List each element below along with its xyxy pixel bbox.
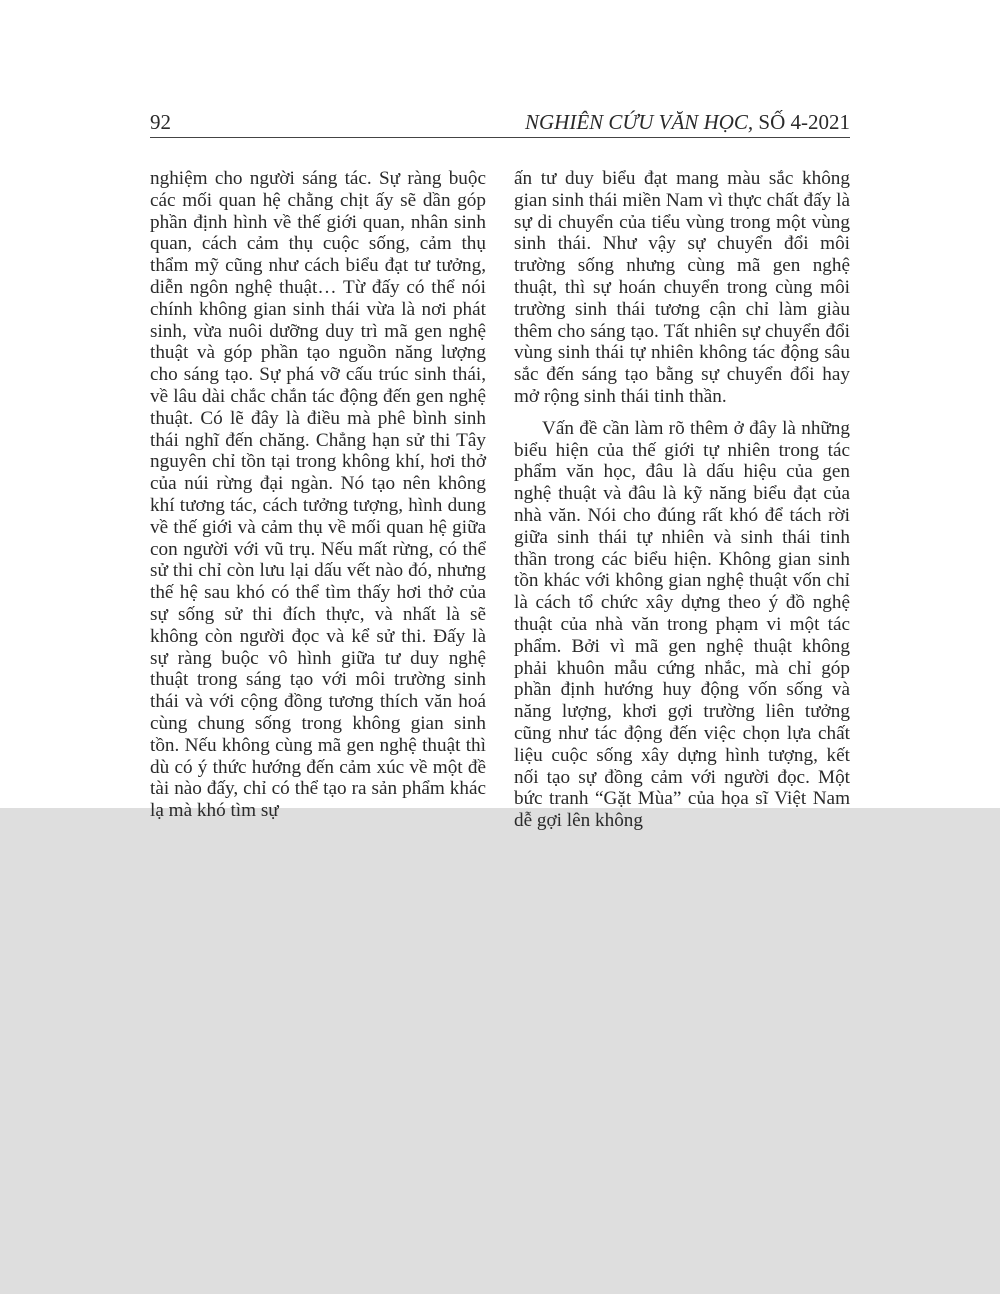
left-column-paragraph: nghiệm cho người sáng tác. Sự ràng buộc các mối quan hệ chằng chịt ấy sẽ dần góp phần định hình về thế giới quan, nhân sinh quan, cách cảm thụ cuộc sống, cảm thụ thẩm mỹ cũng như cách biểu đạt tư tưởng, diễn ngôn nghệ thuật… Từ đấy có thể nói chính không gian sinh thái vừa là nơi phát sinh, vừa nuôi dưỡng duy trì mã gen nghệ thuật và góp phần tạo nguồn năng lượng cho sáng tạo. Sự phá vỡ cấu trúc sinh thái, về lâu dài chắc chắn tác động đến gen nghệ thuật. Có lẽ đây là điều mà phê bình sinh thái nghĩ đến chăng. Chẳng hạn sử thi Tây nguyên chỉ tồn tại trong không khí, hơi thở của núi rừng đại ngàn. Nó tạo nên không khí tương tác, cách tưởng tượng, hình dung về thế giới và cảm thụ về mối quan hệ giữa con người với vũ trụ. Nếu mất rừng, có thể sử thi chỉ còn lưu lại dấu vết nào đó, nhưng thế hệ sau khó có thể tìm thấy hơi thở của sự sống sử thi đích thực, và nhất là sẽ không còn người đọc và kể sử thi. Đấy là sự ràng buộc vô hình giữa tư duy nghệ thuật trong sáng tạo với môi trường sinh thái và với cộng đồng tương thích văn hoá cùng chung sống trong không gian sinh tồn. Nếu không cùng mã gen nghệ thuật thì dù có ý thức hướng đến cảm xúc về một đề tài nào đấy, chỉ có thể tạo ra sản phẩm khác lạ mà khó tìm sự [150, 168, 486, 822]
right-column-paragraph-1: ấn tư duy biểu đạt mang màu sắc không gian sinh thái miền Nam vì thực chất đấy là sự di chuyển của tiểu vùng trong một vùng sinh thái. Như vậy sự chuyển đổi môi trường sống nhưng cùng mã gen nghệ thuật, thì sự hoán chuyển trong cùng môi trường sinh thái tương cận chỉ làm giàu thêm cho sáng tạo. Tất nhiên sự chuyển đổi vùng sinh thái tự nhiên không tác động sâu sắc đến sáng tạo bằng sự chuyển đổi hay mở rộng sinh thái tinh thần. [514, 168, 850, 407]
page-number: 92 [150, 110, 171, 134]
left-column [150, 168, 486, 822]
journal-name: NGHIÊN CỨU VĂN HỌC, [524, 110, 754, 134]
issue-number: SỐ 4-2021 [753, 110, 850, 134]
journal-title [525, 110, 850, 135]
page-header [150, 110, 850, 138]
header-rule [150, 137, 850, 138]
right-column-paragraph-2: Vấn đề cần làm rõ thêm ở đây là những biểu hiện của thế giới tự nhiên trong tác phẩm văn học, đâu là dấu hiệu của gen nghệ thuật và đâu là kỹ năng biểu đạt của nhà văn. Nói cho đúng rất khó để tách rời giữa sinh thái tự nhiên và sinh thái tinh thần trong các biểu hiện. Không gian sinh tồn khác với không gian nghệ thuật vốn chỉ là cách tổ chức xây dựng theo ý đồ nghệ thuật của nhà văn trong phạm vi một tác phẩm. Bởi vì mã gen nghệ thuật không phải khuôn mẫu cứng nhắc, mà chỉ góp phần định hướng huy động vốn sống và năng lượng, khơi gợi trường liên tưởng cũng như tác động đến việc chọn lựa chất liệu cuộc sống xây dựng hình tượng, kết nối tạo sự đồng cảm với người đọc. Một bức tranh “Gặt Mùa” của họa sĩ Việt Nam dễ gợi lên không [514, 417, 850, 832]
right-column [514, 168, 850, 832]
